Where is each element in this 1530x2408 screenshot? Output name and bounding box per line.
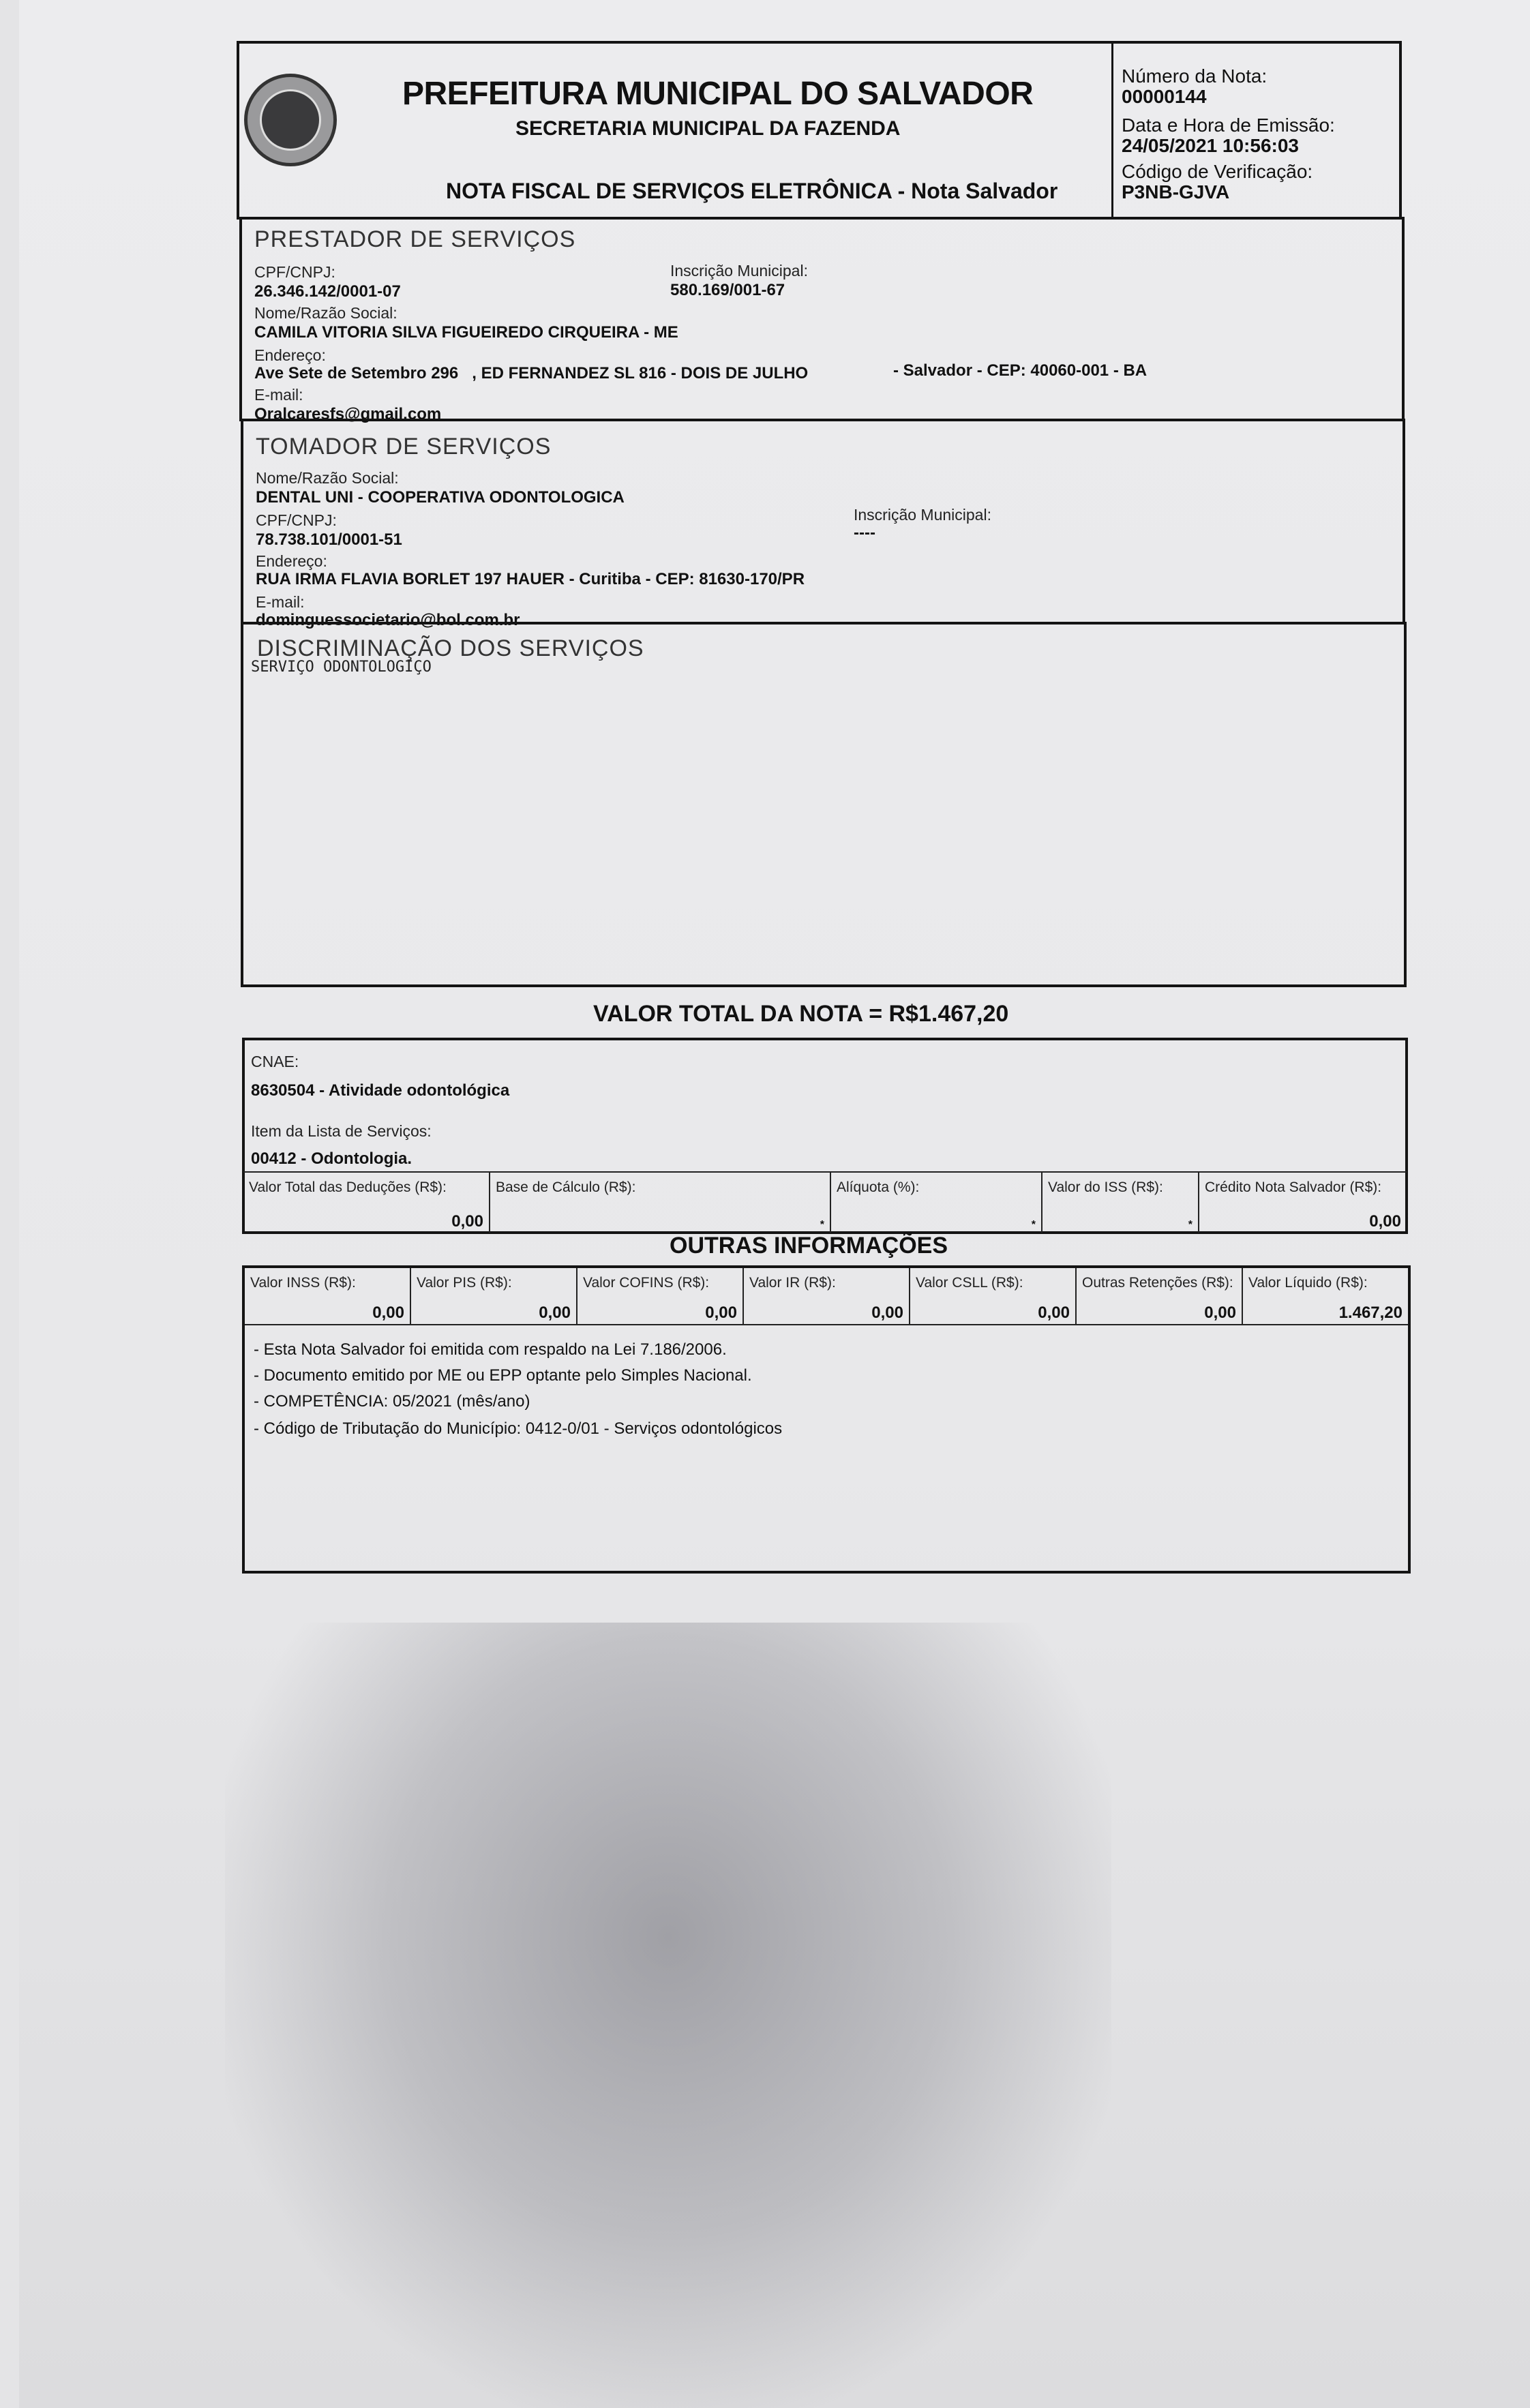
valor-total: VALOR TOTAL DA NOTA = R$1.467,20: [593, 1001, 1009, 1027]
valor-liquido-cell: Valor Líquido (R$): 1.467,20: [1248, 1275, 1402, 1322]
document-title: NOTA FISCAL DE SERVIÇOS ELETRÔNICA - Nota Salvador: [446, 179, 1058, 203]
item-lista-label: Item da Lista de Serviços:: [251, 1122, 432, 1140]
inss-cell: Valor INSS (R$): 0,00: [245, 1268, 411, 1324]
aliquota-cell: Alíquota (%): *: [831, 1173, 1042, 1233]
valor-iss-cell: Valor do ISS (R$): *: [1042, 1173, 1199, 1233]
prestador-section-title: PRESTADOR DE SERVIÇOS: [254, 226, 576, 252]
ir-cell: Valor IR (R$): 0,00: [744, 1268, 910, 1324]
prestador-nome-label: Nome/Razão Social:: [254, 304, 397, 322]
nota-info-3: - COMPETÊNCIA: 05/2021 (mês/ano): [254, 1392, 530, 1411]
discriminacao-text: SERVIÇO ODONTOLOGIÇO: [251, 659, 432, 676]
tomador-endereco-value: RUA IRMA FLAVIA BORLET 197 HAUER - Curitiba - CEP: 81630-170/PR: [256, 570, 805, 588]
pis-cell: Valor PIS (R$): 0,00: [411, 1268, 578, 1324]
credito-nota-cell: Crédito Nota Salvador (R$): 0,00: [1205, 1179, 1401, 1231]
nota-info-4: - Código de Tributação do Município: 0412-0/01 - Serviços odontológicos: [254, 1419, 783, 1438]
municipal-seal-icon: [244, 74, 337, 166]
outras-retencoes-cell: Outras Retenções (R$): 0,00: [1077, 1268, 1243, 1324]
item-lista-value: 00412 - Odontologia.: [251, 1149, 412, 1168]
nota-info-1: - Esta Nota Salvador foi emitida com respaldo na Lei 7.186/2006.: [254, 1340, 727, 1359]
numero-value: 00000144: [1122, 86, 1207, 107]
prestador-nome-value: CAMILA VITORIA SILVA FIGUEIREDO CIRQUEIRA - ME: [254, 323, 678, 342]
codigo-value: P3NB-GJVA: [1122, 181, 1230, 202]
discriminacao-box: [241, 622, 1407, 987]
tomador-endereco-label: Endereço:: [256, 552, 327, 570]
prestador-email-value: Oralcaresfs@gmail.com: [254, 405, 442, 423]
prestador-im-value: 580.169/001-67: [670, 281, 785, 299]
data-emissao-value: 24/05/2021 10:56:03: [1122, 135, 1299, 156]
impostos-row: [243, 1171, 1407, 1233]
header-divider: [1111, 41, 1113, 220]
nota-info-2: - Documento emitido por ME ou EPP optante pelo Simples Nacional.: [254, 1366, 752, 1385]
tomador-cnpj-value: 78.738.101/0001-51: [256, 530, 402, 549]
tomador-email-label: E-mail:: [256, 593, 305, 611]
header-subtitle: SECRETARIA MUNICIPAL DA FAZENDA: [515, 117, 901, 140]
data-emissao-label: Data e Hora de Emissão:: [1122, 115, 1335, 136]
tomador-im-label: Inscrição Municipal:: [854, 506, 991, 524]
base-calculo-cell: Base de Cálculo (R$): *: [490, 1173, 831, 1233]
tomador-cnpj-label: CPF/CNPJ:: [256, 511, 337, 529]
csll-cell: Valor CSLL (R$): 0,00: [910, 1268, 1077, 1324]
prestador-endereco-value: Ave Sete de Setembro 296 , ED FERNANDEZ SL 816 - DOIS DE JULHO: [254, 364, 809, 382]
prestador-im-label: Inscrição Municipal:: [670, 262, 808, 280]
discriminacao-section-title: DISCRIMINAÇÃO DOS SERVIÇOS: [257, 635, 644, 661]
prestador-cnpj-label: CPF/CNPJ:: [254, 263, 335, 281]
tomador-im-value: ----: [854, 524, 875, 542]
tomador-nome-label: Nome/Razão Social:: [256, 469, 399, 487]
deducoes-cell: Valor Total das Deduções (R$): 0,00: [243, 1173, 490, 1233]
header-title: PREFEITURA MUNICIPAL DO SALVADOR: [402, 76, 1034, 112]
prestador-cnpj-value: 26.346.142/0001-07: [254, 282, 401, 301]
outras-informacoes-title: OUTRAS INFORMAÇÕES: [670, 1233, 948, 1259]
tomador-section-title: TOMADOR DE SERVIÇOS: [256, 434, 552, 460]
numero-label: Número da Nota:: [1122, 65, 1268, 87]
codigo-label: Código de Verificação:: [1122, 161, 1313, 182]
retencoes-row: [245, 1268, 1408, 1325]
photo-shadow: [225, 1623, 1111, 2408]
cnae-label: CNAE:: [251, 1053, 299, 1070]
prestador-email-label: E-mail:: [254, 386, 303, 404]
cofins-cell: Valor COFINS (R$): 0,00: [578, 1268, 744, 1324]
prestador-endereco-city: - Salvador - CEP: 40060-001 - BA: [893, 361, 1148, 380]
tomador-nome-value: DENTAL UNI - COOPERATIVA ODONTOLOGICA: [256, 488, 625, 507]
tomador-email-value: dominguessocietario@bol.com.br: [256, 611, 520, 629]
cnae-value: 8630504 - Atividade odontológica: [251, 1081, 510, 1100]
prestador-endereco-label: Endereço:: [254, 346, 326, 364]
